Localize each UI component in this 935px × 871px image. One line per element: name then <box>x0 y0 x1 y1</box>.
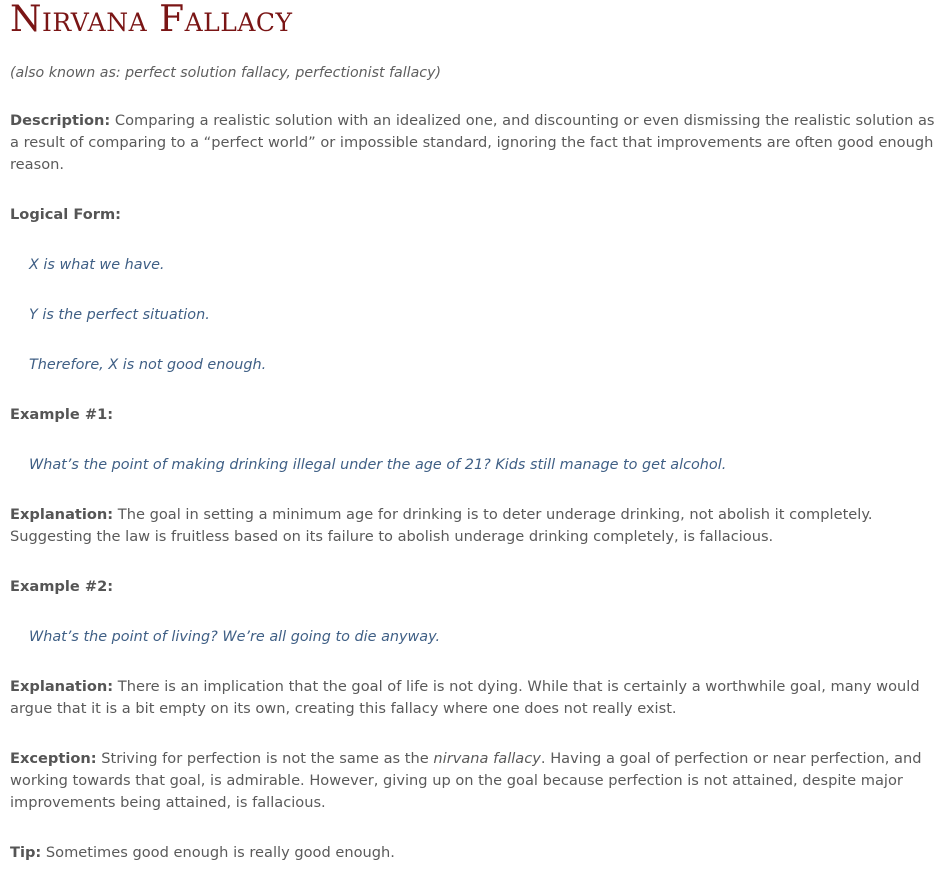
exception-text-cont: . Having a goal of perfection or near perfection, and <box>540 750 922 767</box>
description-section <box>10 110 935 176</box>
also-known-as: (also known as: perfect solution fallacy, perfectionist fallacy) <box>10 65 442 81</box>
description-text-line3: reason. <box>10 156 65 173</box>
logical-form-label: Logical Form: <box>10 206 121 223</box>
logical-form-line: Y is the perfect situation. <box>29 307 210 323</box>
page-title: Nirvana Fallacy <box>10 0 293 40</box>
example-1-section <box>10 404 910 426</box>
exception-label: Exception: <box>10 750 97 767</box>
description-text-line2: a result of comparing to a “perfect world” or impossible standard, ignoring the fact that improvements are often good enough <box>10 134 934 151</box>
example-2-text: What’s the point of living? We’re all going to die anyway. <box>29 629 441 645</box>
exception-section <box>10 748 922 814</box>
article <box>10 0 935 864</box>
description-text: Comparing a realistic solution with an idealized one, and discounting or even dismissing the realistic solution as <box>110 112 935 129</box>
logical-form-line: Therefore, X is not good enough. <box>29 357 267 373</box>
example-2-label: Example #2: <box>10 578 114 595</box>
example-2-section <box>10 576 910 598</box>
description-label: Description: <box>10 112 111 129</box>
example-1-label: Example #1: <box>10 406 114 423</box>
example-1-text: What’s the point of making drinking illegal under the age of 21? Kids still manage to get alcohol. <box>29 457 727 473</box>
tip-text: Sometimes good enough is really good enough. <box>41 844 395 861</box>
explanation-2-text-line2: argue that it is a bit empty on its own, creating this fallacy where one does not really exist. <box>10 700 677 717</box>
exception-text-line3: improvements being attained, is fallacious. <box>10 794 326 811</box>
explanation-1-label: Explanation: <box>10 506 114 523</box>
explanation-2-text: There is an implication that the goal of life is not dying. While that is certainly a worthwhile goal, many would <box>113 678 920 695</box>
explanation-2-section <box>10 676 920 720</box>
exception-emphasis: nirvana fallacy <box>433 750 541 767</box>
logical-form-section <box>10 204 910 226</box>
explanation-1-text: The goal in setting a minimum age for drinking is to deter underage drinking, not abolish it completely. <box>113 506 873 523</box>
explanation-1-section <box>10 504 910 548</box>
explanation-1-text-line2: Suggesting the law is fruitless based on its failure to abolish underage drinking completely, is fallacious. <box>10 528 774 545</box>
exception-text: Striving for perfection is not the same as the <box>96 750 434 767</box>
tip-label: Tip: <box>10 844 42 861</box>
explanation-2-label: Explanation: <box>10 678 114 695</box>
exception-text-line2: working towards that goal, is admirable. However, giving up on the goal because perfection is not attained, despite major <box>10 772 903 789</box>
tip-section <box>10 842 910 864</box>
logical-form-line: X is what we have. <box>29 257 165 273</box>
